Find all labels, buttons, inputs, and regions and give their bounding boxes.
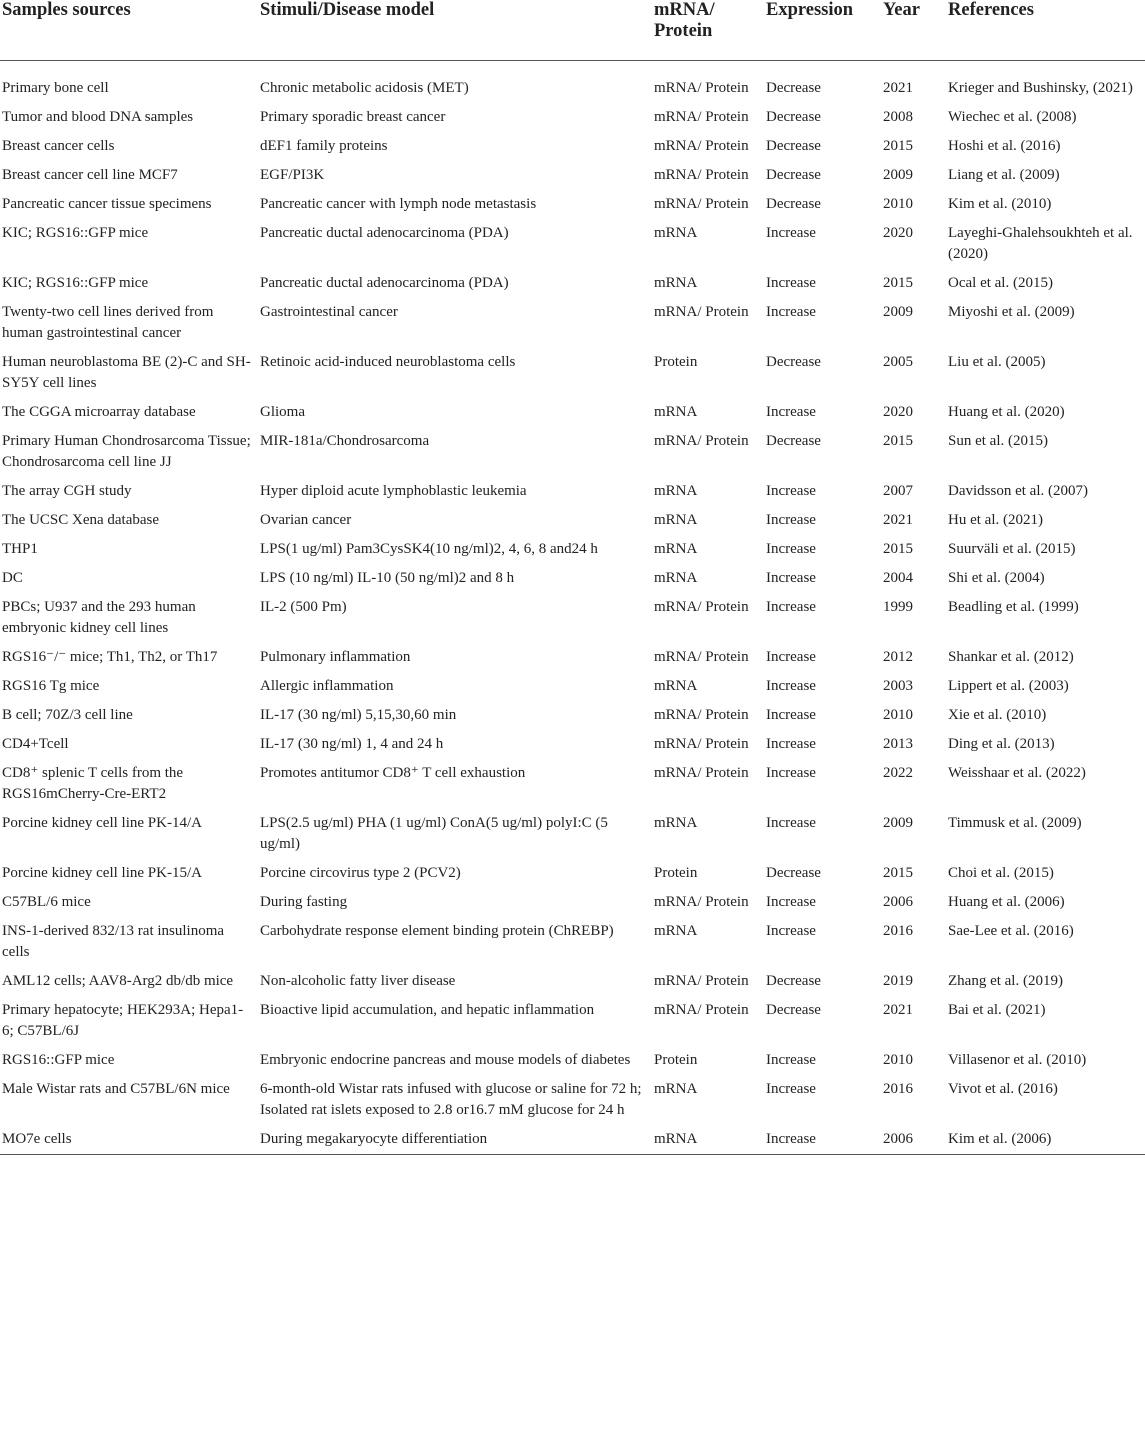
table-row bbox=[0, 533, 1145, 562]
header-mrna-protein: mRNA/ Protein bbox=[652, 0, 764, 60]
cell-mrna-protein: mRNA bbox=[654, 511, 698, 528]
header-row bbox=[0, 0, 1145, 60]
cell-samples-source: The UCSC Xena database bbox=[2, 511, 160, 528]
header-stimuli-disease-model: Stimuli/Disease model bbox=[258, 0, 652, 60]
cell-samples-source: Porcine kidney cell line PK-14/A bbox=[2, 814, 202, 831]
table-row bbox=[0, 1123, 1145, 1155]
cell-reference: Ocal et al. (2015) bbox=[948, 274, 1053, 291]
cell-mrna-protein: mRNA bbox=[654, 274, 698, 291]
table-row bbox=[0, 425, 1145, 475]
cell-samples-source: Tumor and blood DNA samples bbox=[2, 108, 194, 125]
cell-expression: Increase bbox=[766, 706, 816, 723]
cell-year: 2019 bbox=[883, 972, 913, 989]
table-row bbox=[0, 267, 1145, 296]
cell-reference: Lippert et al. (2003) bbox=[948, 677, 1069, 694]
table-row bbox=[0, 504, 1145, 533]
cell-year: 2016 bbox=[883, 1080, 913, 1097]
cell-mrna-protein: mRNA/ Protein bbox=[654, 735, 749, 752]
cell-samples-source: THP1 bbox=[2, 540, 38, 557]
cell-samples-source: The CGGA microarray database bbox=[2, 403, 196, 420]
cell-reference: Villasenor et al. (2010) bbox=[948, 1051, 1087, 1068]
table-row bbox=[0, 857, 1145, 886]
cell-mrna-protein: mRNA/ Protein bbox=[654, 893, 749, 910]
cell-mrna-protein: Protein bbox=[654, 864, 698, 881]
table-row bbox=[0, 641, 1145, 670]
cell-mrna-protein: mRNA/ Protein bbox=[654, 648, 749, 665]
header-samples-sources: Samples sources bbox=[0, 0, 258, 60]
cell-mrna-protein: mRNA bbox=[652, 1123, 764, 1155]
cell-stimuli: Retinoic acid-induced neuroblastoma cells bbox=[260, 353, 516, 370]
cell-stimuli: MIR-181a/Chondrosarcoma bbox=[260, 432, 430, 449]
cell-samples-source: RGS16⁻/⁻ mice; Th1, Th2, or Th17 bbox=[2, 648, 218, 665]
table-row bbox=[0, 346, 1145, 396]
cell-expression: Decrease bbox=[766, 864, 821, 881]
cell-reference: Choi et al. (2015) bbox=[948, 864, 1054, 881]
cell-reference: Miyoshi et al. (2009) bbox=[948, 303, 1075, 320]
cell-expression: Increase bbox=[764, 1123, 881, 1155]
cell-stimuli: IL-17 (30 ng/ml) 1, 4 and 24 h bbox=[260, 735, 444, 752]
cell-reference: Xie et al. (2010) bbox=[948, 706, 1047, 723]
cell-year: 2004 bbox=[883, 569, 913, 586]
cell-stimuli: Ovarian cancer bbox=[260, 511, 352, 528]
cell-reference: Hu et al. (2021) bbox=[948, 511, 1043, 528]
cell-mrna-protein: Protein bbox=[654, 1051, 698, 1068]
cell-year: 2009 bbox=[883, 303, 913, 320]
cell-year: 2015 bbox=[883, 432, 913, 449]
cell-expression: Increase bbox=[766, 677, 816, 694]
cell-year: 2008 bbox=[883, 108, 913, 125]
table-row bbox=[0, 965, 1145, 994]
cell-samples-source: Porcine kidney cell line PK-15/A bbox=[2, 864, 202, 881]
cell-stimuli: Bioactive lipid accumulation, and hepatic inflammation bbox=[260, 1001, 595, 1018]
cell-reference: Krieger and Bushinsky, (2021) bbox=[948, 79, 1133, 96]
cell-reference: Zhang et al. (2019) bbox=[948, 972, 1063, 989]
cell-reference: Liang et al. (2009) bbox=[948, 166, 1060, 183]
cell-stimuli: Carbohydrate response element binding protein (ChREBP) bbox=[260, 922, 614, 939]
table-row bbox=[0, 1073, 1145, 1123]
cell-mrna-protein: mRNA bbox=[654, 540, 698, 557]
cell-stimuli: Chronic metabolic acidosis (MET) bbox=[260, 79, 469, 96]
cell-expression: Increase bbox=[766, 482, 816, 499]
cell-stimuli: Pancreatic cancer with lymph node metastasis bbox=[260, 195, 537, 212]
table-row bbox=[0, 728, 1145, 757]
cell-stimuli: IL-17 (30 ng/ml) 5,15,30,60 min bbox=[260, 706, 457, 723]
cell-reference: Liu et al. (2005) bbox=[948, 353, 1046, 370]
cell-stimuli: Allergic inflammation bbox=[260, 677, 394, 694]
cell-expression: Decrease bbox=[766, 1001, 821, 1018]
table-row bbox=[0, 60, 1145, 101]
table-row bbox=[0, 807, 1145, 857]
cell-samples-source: The array CGH study bbox=[2, 482, 132, 499]
table-row bbox=[0, 159, 1145, 188]
cell-mrna-protein: mRNA/ Protein bbox=[654, 137, 749, 154]
cell-expression: Increase bbox=[766, 648, 816, 665]
cell-stimuli: LPS(2.5 ug/ml) PHA (1 ug/ml) ConA(5 ug/ml) polyI:C (5 ug/ml) bbox=[260, 814, 608, 852]
cell-samples-source: Breast cancer cell line MCF7 bbox=[2, 166, 178, 183]
cell-reference: Sae-Lee et al. (2016) bbox=[948, 922, 1074, 939]
cell-mrna-protein: mRNA/ Protein bbox=[654, 303, 749, 320]
cell-reference: Huang et al. (2006) bbox=[948, 893, 1065, 910]
header-expression: Expression bbox=[764, 0, 881, 60]
cell-expression: Decrease bbox=[766, 79, 821, 96]
table-row bbox=[0, 296, 1145, 346]
table-row bbox=[0, 217, 1145, 267]
cell-year: 2009 bbox=[883, 814, 913, 831]
cell-year: 2015 bbox=[883, 274, 913, 291]
cell-year: 2005 bbox=[883, 353, 913, 370]
cell-year: 2021 bbox=[883, 79, 913, 96]
table-row bbox=[0, 915, 1145, 965]
cell-mrna-protein: mRNA bbox=[654, 677, 698, 694]
table-row bbox=[0, 886, 1145, 915]
cell-year: 2003 bbox=[883, 677, 913, 694]
cell-stimuli: During fasting bbox=[260, 893, 348, 910]
cell-stimuli: IL-2 (500 Pm) bbox=[260, 598, 347, 615]
cell-expression: Decrease bbox=[766, 972, 821, 989]
table-row bbox=[0, 101, 1145, 130]
table-row bbox=[0, 994, 1145, 1044]
cell-reference: Davidsson et al. (2007) bbox=[948, 482, 1088, 499]
cell-samples-source: MO7e cells bbox=[0, 1123, 258, 1155]
cell-samples-source: CD4+Tcell bbox=[2, 735, 69, 752]
cell-mrna-protein: mRNA/ Protein bbox=[654, 764, 749, 781]
cell-expression: Increase bbox=[766, 735, 816, 752]
cell-mrna-protein: mRNA/ Protein bbox=[654, 432, 749, 449]
cell-mrna-protein: mRNA/ Protein bbox=[654, 166, 749, 183]
cell-mrna-protein: mRNA bbox=[654, 1080, 698, 1097]
cell-reference: Bai et al. (2021) bbox=[948, 1001, 1046, 1018]
cell-year: 2016 bbox=[883, 922, 913, 939]
cell-expression: Increase bbox=[766, 1080, 816, 1097]
cell-stimuli: Embryonic endocrine pancreas and mouse models of diabetes bbox=[260, 1051, 631, 1068]
cell-mrna-protein: mRNA bbox=[654, 569, 698, 586]
cell-year: 2010 bbox=[883, 706, 913, 723]
table-row bbox=[0, 670, 1145, 699]
cell-reference: Wiechec et al. (2008) bbox=[948, 108, 1077, 125]
cell-year: 2021 bbox=[883, 511, 913, 528]
table-row bbox=[0, 591, 1145, 641]
cell-mrna-protein: mRNA/ Protein bbox=[654, 195, 749, 212]
cell-stimuli: Pulmonary inflammation bbox=[260, 648, 411, 665]
cell-year: 2015 bbox=[883, 864, 913, 881]
cell-expression: Increase bbox=[766, 598, 816, 615]
cell-samples-source: Human neuroblastoma BE (2)-C and SH-SY5Y cell lines bbox=[2, 353, 251, 391]
cell-expression: Increase bbox=[766, 814, 816, 831]
cell-expression: Decrease bbox=[766, 353, 821, 370]
cell-year: 2010 bbox=[883, 1051, 913, 1068]
cell-stimuli: Glioma bbox=[260, 403, 305, 420]
cell-stimuli: During megakaryocyte differentiation bbox=[258, 1123, 652, 1155]
cell-expression: Decrease bbox=[766, 432, 821, 449]
cell-expression: Increase bbox=[766, 403, 816, 420]
cell-samples-source: INS-1-derived 832/13 rat insulinoma cells bbox=[2, 922, 225, 960]
cell-reference: Huang et al. (2020) bbox=[948, 403, 1065, 420]
cell-expression: Increase bbox=[766, 274, 816, 291]
table-row bbox=[0, 130, 1145, 159]
cell-reference: Layeghi-Ghalehsoukhteh et al. (2020) bbox=[948, 224, 1133, 262]
header-references: References bbox=[944, 0, 1145, 60]
cell-reference: Hoshi et al. (2016) bbox=[948, 137, 1061, 154]
cell-stimuli: Primary sporadic breast cancer bbox=[260, 108, 446, 125]
cell-reference: Vivot et al. (2016) bbox=[948, 1080, 1058, 1097]
table-row bbox=[0, 757, 1145, 807]
cell-year: 2009 bbox=[883, 166, 913, 183]
cell-samples-source: Primary hepatocyte; HEK293A; Hepa1-6; C57BL/6J bbox=[2, 1001, 244, 1039]
cell-reference: Timmusk et al. (2009) bbox=[948, 814, 1082, 831]
cell-stimuli: Gastrointestinal cancer bbox=[260, 303, 398, 320]
cell-reference: Kim et al. (2006) bbox=[944, 1123, 1145, 1155]
cell-mrna-protein: Protein bbox=[654, 353, 698, 370]
cell-mrna-protein: mRNA bbox=[654, 224, 698, 241]
cell-mrna-protein: mRNA bbox=[654, 403, 698, 420]
cell-year: 2015 bbox=[883, 540, 913, 557]
table-row bbox=[0, 1044, 1145, 1073]
cell-stimuli: 6-month-old Wistar rats infused with glucose or saline for 72 h; Isolated rat islets exposed to 2.8 or16.7 mM glucose for 24 h bbox=[260, 1080, 642, 1118]
cell-year: 2022 bbox=[883, 764, 913, 781]
cell-stimuli: Promotes antitumor CD8⁺ T cell exhaustion bbox=[260, 764, 526, 781]
cell-year: 2020 bbox=[883, 224, 913, 241]
cell-expression: Decrease bbox=[766, 108, 821, 125]
cell-samples-source: RGS16 Tg mice bbox=[2, 677, 100, 694]
cell-mrna-protein: mRNA/ Protein bbox=[654, 706, 749, 723]
cell-reference: Ding et al. (2013) bbox=[948, 735, 1055, 752]
cell-expression: Increase bbox=[766, 224, 816, 241]
cell-stimuli: Hyper diploid acute lymphoblastic leukemia bbox=[260, 482, 527, 499]
cell-reference: Suurväli et al. (2015) bbox=[948, 540, 1076, 557]
cell-year: 1999 bbox=[883, 598, 913, 615]
cell-year: 2010 bbox=[883, 195, 913, 212]
table-row bbox=[0, 699, 1145, 728]
cell-expression: Increase bbox=[766, 893, 816, 910]
cell-year: 2020 bbox=[883, 403, 913, 420]
cell-expression: Increase bbox=[766, 922, 816, 939]
cell-expression: Decrease bbox=[766, 137, 821, 154]
cell-mrna-protein: mRNA/ Protein bbox=[654, 79, 749, 96]
cell-mrna-protein: mRNA/ Protein bbox=[654, 108, 749, 125]
cell-stimuli: Pancreatic ductal adenocarcinoma (PDA) bbox=[260, 274, 509, 291]
cell-year: 2015 bbox=[883, 137, 913, 154]
cell-samples-source: PBCs; U937 and the 293 human embryonic kidney cell lines bbox=[2, 598, 196, 636]
table-row bbox=[0, 562, 1145, 591]
cell-expression: Decrease bbox=[766, 195, 821, 212]
cell-expression: Increase bbox=[766, 764, 816, 781]
cell-expression: Increase bbox=[766, 303, 816, 320]
cell-samples-source: RGS16::GFP mice bbox=[2, 1051, 115, 1068]
cell-year: 2006 bbox=[883, 893, 913, 910]
cell-mrna-protein: mRNA/ Protein bbox=[654, 1001, 749, 1018]
cell-stimuli: dEF1 family proteins bbox=[260, 137, 388, 154]
cell-stimuli: LPS(1 ug/ml) Pam3CysSK4(10 ng/ml)2, 4, 6, 8 and24 h bbox=[260, 540, 598, 557]
cell-year: 2007 bbox=[883, 482, 913, 499]
table-body bbox=[0, 60, 1145, 1154]
cell-samples-source: Breast cancer cells bbox=[2, 137, 115, 154]
cell-year: 2021 bbox=[883, 1001, 913, 1018]
cell-year: 2013 bbox=[883, 735, 913, 752]
cell-expression: Increase bbox=[766, 569, 816, 586]
cell-samples-source: KIC; RGS16::GFP mice bbox=[2, 224, 149, 241]
cell-year: 2012 bbox=[883, 648, 913, 665]
cell-stimuli: Porcine circovirus type 2 (PCV2) bbox=[260, 864, 461, 881]
cell-samples-source: KIC; RGS16::GFP mice bbox=[2, 274, 149, 291]
cell-stimuli: EGF/PI3K bbox=[260, 166, 325, 183]
cell-samples-source: Twenty-two cell lines derived from human gastrointestinal cancer bbox=[2, 303, 214, 341]
table-row bbox=[0, 396, 1145, 425]
cell-reference: Sun et al. (2015) bbox=[948, 432, 1048, 449]
cell-mrna-protein: mRNA/ Protein bbox=[654, 972, 749, 989]
table-row bbox=[0, 475, 1145, 504]
cell-samples-source: Pancreatic cancer tissue specimens bbox=[2, 195, 212, 212]
cell-reference: Weisshaar et al. (2022) bbox=[948, 764, 1086, 781]
table-row bbox=[0, 188, 1145, 217]
cell-expression: Increase bbox=[766, 540, 816, 557]
cell-stimuli: Non-alcoholic fatty liver disease bbox=[260, 972, 456, 989]
cell-stimuli: LPS (10 ng/ml) IL-10 (50 ng/ml)2 and 8 h bbox=[260, 569, 515, 586]
cell-samples-source: Primary bone cell bbox=[2, 79, 109, 96]
cell-samples-source: Male Wistar rats and C57BL/6N mice bbox=[2, 1080, 230, 1097]
cell-samples-source: B cell; 70Z/3 cell line bbox=[2, 706, 133, 723]
cell-reference: Kim et al. (2010) bbox=[948, 195, 1052, 212]
table-header bbox=[0, 0, 1145, 60]
cell-expression: Increase bbox=[766, 511, 816, 528]
cell-mrna-protein: mRNA bbox=[654, 814, 698, 831]
cell-mrna-protein: mRNA/ Protein bbox=[654, 598, 749, 615]
header-year: Year bbox=[881, 0, 944, 60]
cell-reference: Shi et al. (2004) bbox=[948, 569, 1045, 586]
cell-reference: Beadling et al. (1999) bbox=[948, 598, 1079, 615]
cell-samples-source: AML12 cells; AAV8-Arg2 db/db mice bbox=[2, 972, 234, 989]
cell-samples-source: DC bbox=[2, 569, 23, 586]
cell-samples-source: C57BL/6 mice bbox=[2, 893, 91, 910]
cell-expression: Decrease bbox=[766, 166, 821, 183]
cell-stimuli: Pancreatic ductal adenocarcinoma (PDA) bbox=[260, 224, 509, 241]
cell-samples-source: CD8⁺ splenic T cells from the RGS16mCherry-Cre-ERT2 bbox=[2, 764, 184, 802]
cell-year: 2006 bbox=[881, 1123, 944, 1155]
cell-mrna-protein: mRNA bbox=[654, 922, 698, 939]
cell-expression: Increase bbox=[766, 1051, 816, 1068]
cell-samples-source: Primary Human Chondrosarcoma Tissue; Chondrosarcoma cell line JJ bbox=[2, 432, 251, 470]
cell-reference: Shankar et al. (2012) bbox=[948, 648, 1074, 665]
cell-mrna-protein: mRNA bbox=[654, 482, 698, 499]
